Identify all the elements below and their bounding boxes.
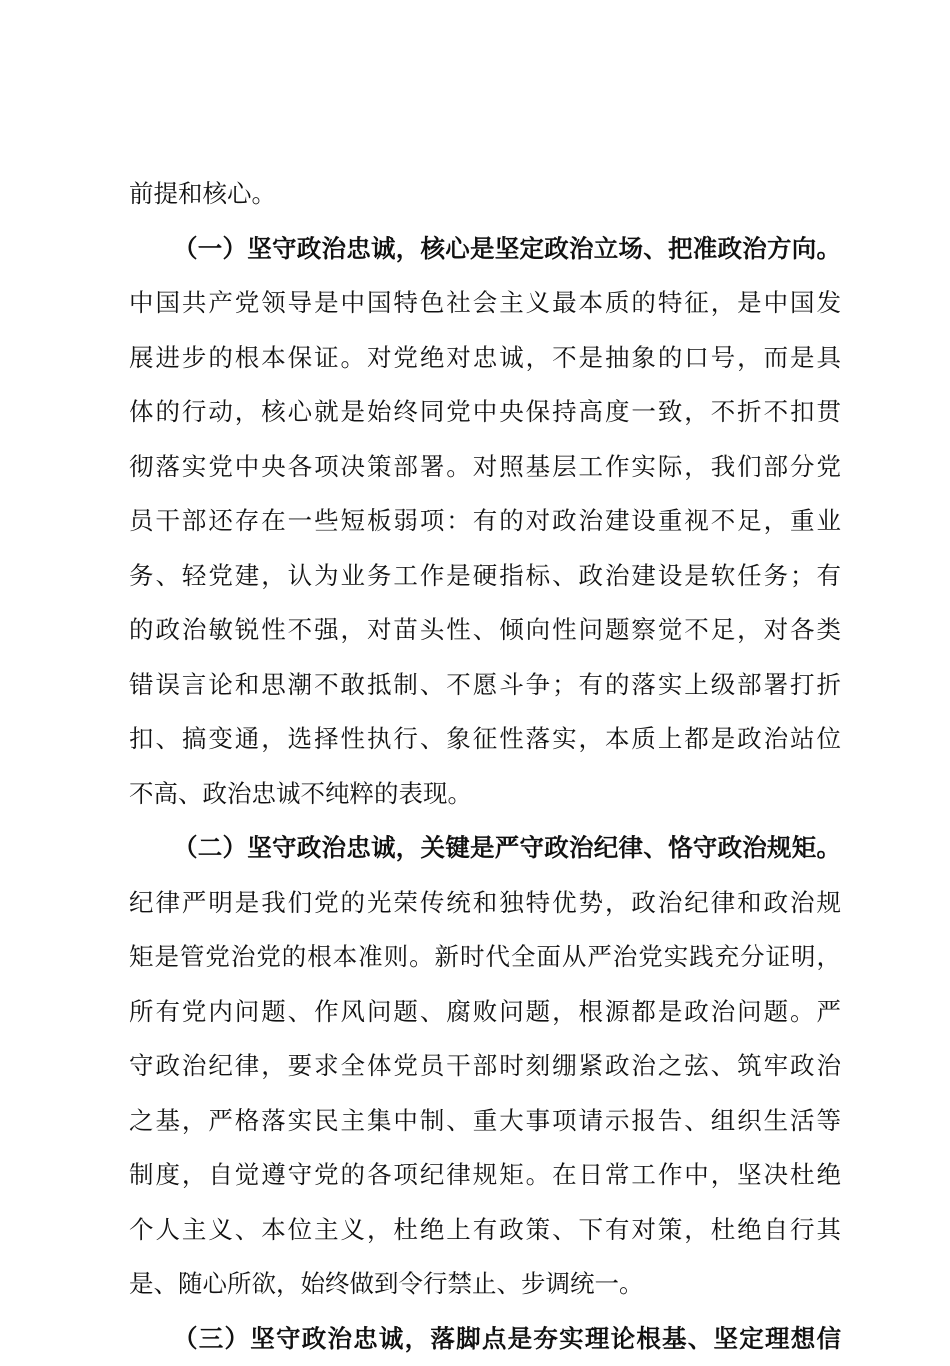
paragraph-line: 之基，严格落实民主集中制、重大事项请示报告、组织生活等 bbox=[129, 1094, 841, 1149]
paragraph-line: 彻落实党中央各项决策部署。对照基层工作实际，我们部分党 bbox=[129, 440, 841, 495]
paragraph-line: 是、随心所欲，始终做到令行禁止、步调统一。 bbox=[129, 1257, 841, 1312]
paragraph-line: 守政治纪律，要求全体党员干部时刻绷紧政治之弦、筑牢政治 bbox=[129, 1039, 841, 1094]
paragraph-line: 扣、搞变通，选择性执行、象征性落实，本质上都是政治站位 bbox=[129, 712, 841, 767]
section-heading-line: （一）坚守政治忠诚，核心是坚定政治立场、把准政治方向。 bbox=[129, 222, 841, 277]
section-heading-line: （二）坚守政治忠诚，关键是严守政治纪律、恪守政治规矩。 bbox=[129, 821, 841, 876]
document-body bbox=[129, 167, 841, 1366]
paragraph-line: 务、轻党建，认为业务工作是硬指标、政治建设是软任务；有 bbox=[129, 549, 841, 604]
paragraph-line: 错误言论和思潮不敢抵制、不愿斗争；有的落实上级部署打折 bbox=[129, 658, 841, 713]
paragraph-line: 员干部还存在一些短板弱项：有的对政治建设重视不足，重业 bbox=[129, 494, 841, 549]
paragraph-line: 矩是管党治党的根本准则。新时代全面从严治党实践充分证明， bbox=[129, 930, 841, 985]
paragraph-line: 的政治敏锐性不强，对苗头性、倾向性问题察觉不足，对各类 bbox=[129, 603, 841, 658]
paragraph-line: 体的行动，核心就是始终同党中央保持高度一致，不折不扣贯 bbox=[129, 385, 841, 440]
paragraph-line: 制度，自觉遵守党的各项纪律规矩。在日常工作中，坚决杜绝 bbox=[129, 1148, 841, 1203]
paragraph-line: 展进步的根本保证。对党绝对忠诚，不是抽象的口号，而是具 bbox=[129, 331, 841, 386]
paragraph-line: 中国共产党领导是中国特色社会主义最本质的特征，是中国发 bbox=[129, 276, 841, 331]
paragraph-line: 所有党内问题、作风问题、腐败问题，根源都是政治问题。严 bbox=[129, 985, 841, 1040]
paragraph-line: 不高、政治忠诚不纯粹的表现。 bbox=[129, 767, 841, 822]
paragraph-line: 前提和核心。 bbox=[129, 167, 841, 222]
paragraph-line: 纪律严明是我们党的光荣传统和独特优势，政治纪律和政治规 bbox=[129, 876, 841, 931]
section-heading-line: （三）坚守政治忠诚，落脚点是夯实理论根基、坚定理想信 bbox=[129, 1312, 841, 1366]
paragraph-line: 个人主义、本位主义，杜绝上有政策、下有对策，杜绝自行其 bbox=[129, 1203, 841, 1258]
